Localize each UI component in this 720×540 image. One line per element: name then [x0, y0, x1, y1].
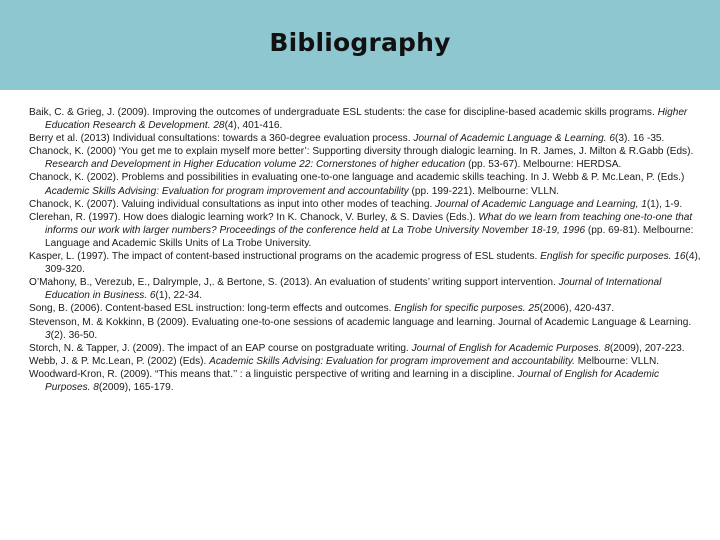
reference-text: Kasper, L. (1997). The impact of content-based instructional programs on the academic progress of ESL students.: [29, 251, 541, 263]
reference-details: (1), 22-34.: [155, 290, 203, 302]
reference-entry: [29, 276, 701, 302]
reference-source: Journal of English for Academic Purposes. 8: [45, 368, 660, 393]
reference-text: Clerehan, R. (1997). How does dialogic learning work? In K. Chanock, V. Burley, & S. Davies (Eds.).: [29, 211, 479, 223]
reference-details: (3). 16 -35.: [614, 133, 665, 145]
page-title: Bibliography: [269, 28, 451, 57]
reference-entry: [29, 368, 701, 394]
reference-text: Baik, C. & Grieg, J. (2009). Improving the outcomes of undergraduate ESL students: the case for discipline-based academic skills programs.: [29, 107, 658, 118]
reference-source: English for specific purposes. 25: [394, 303, 540, 315]
reference-source: Journal of English for Academic Purposes. 8: [411, 342, 610, 354]
reference-details: (pp. 69-81). Melbourne: Language and Academic Skills Units of La Trobe University.: [45, 224, 694, 249]
reference-entry: [29, 171, 701, 197]
reference-details: (2009), 207-223.: [609, 342, 685, 354]
reference-details: (2). 36-50.: [50, 329, 98, 341]
reference-source: Journal of International Education in Business. 6: [45, 277, 662, 302]
reference-source: What do we learn from teaching one-to-one that informs our work with larger numbers? Proceedings of the conference held at La Trobe University November 18-19, 1996: [45, 211, 693, 236]
reference-source: Higher Education Research & Development. 28: [45, 107, 688, 132]
reference-details: (2006), 420-437.: [539, 303, 615, 315]
reference-entry: [29, 198, 701, 211]
reference-entry: [29, 132, 701, 145]
reference-entry: [29, 342, 701, 355]
reference-text: Storch, N. & Tapper, J. (2009). The impact of an EAP course on postgraduate writing.: [29, 342, 412, 354]
reference-source: 3: [45, 329, 51, 341]
reference-source: Journal of Academic Language and Learning, 1: [435, 198, 647, 210]
reference-text: Stevenson, M. & Kokkinn, B (2009). Evaluating one-to-one sessions of academic language and learning. Journal of Academic Language & Learning.: [29, 316, 692, 328]
reference-details: (pp. 53-67). Melbourne: HERDSA.: [465, 159, 622, 171]
reference-source: English for specific purposes. 16: [540, 251, 686, 263]
reference-details: Melbourne: VLLN.: [574, 355, 660, 367]
reference-text: Chanock, K. (2002). Problems and possibilities in evaluating one-to-one language and academic skills teaching. In J. Webb & P. Mc.Lean, P. (Eds.): [29, 172, 685, 184]
reference-text: Woodward-Kron, R. (2009). “This means that.’’ : a linguistic perspective of writing and learning in a discipline.: [29, 368, 518, 380]
reference-entry: [29, 355, 701, 368]
reference-text: Webb, J. & P. Mc.Lean, P. (2002) (Eds).: [29, 355, 210, 367]
reference-entry: [29, 106, 701, 132]
reference-list: [29, 106, 701, 394]
reference-text: Song, B. (2006). Content-based ESL instruction: long-term effects and outcomes.: [29, 303, 395, 315]
reference-details: (4), 309-320.: [45, 251, 701, 276]
reference-entry: [29, 316, 701, 342]
reference-details: (2009), 165-179.: [98, 381, 174, 393]
reference-source: Academic Skills Advising: Evaluation for program improvement and accountability.: [209, 355, 575, 367]
reference-entry: [29, 211, 701, 250]
reference-entry: [29, 145, 701, 171]
reference-text: O’Mahony, B., Verezub, E., Dalrymple, J,. & Bertone, S. (2013). An evaluation of students’ writing support intervention.: [29, 277, 559, 289]
reference-source: Journal of Academic Language & Learning. 6: [413, 133, 615, 145]
reference-source: Research and Development in Higher Education volume 22: Cornerstones of higher education: [45, 159, 466, 171]
reference-entry: [29, 250, 701, 276]
reference-text: Chanock, K. (2007). Valuing individual consultations as input into other modes of teaching.: [29, 198, 436, 210]
reference-source: Academic Skills Advising: Evaluation for program improvement and accountability: [45, 185, 409, 197]
reference-details: (pp. 199-221). Melbourne: VLLN.: [408, 185, 560, 197]
reference-details: (1), 1-9.: [646, 198, 683, 210]
reference-entry: [29, 302, 701, 315]
reference-text: Chanock, K. (2000) ‘You get me to explain myself more better’: Supporting diversity through dialogic learning. In R. James, J. Milton & R.Gabb (Eds).: [29, 146, 694, 158]
reference-text: Berry et al. (2013) Individual consultations: towards a 360-degree evaluation process.: [29, 133, 414, 145]
reference-details: (4), 401-416.: [224, 120, 283, 132]
